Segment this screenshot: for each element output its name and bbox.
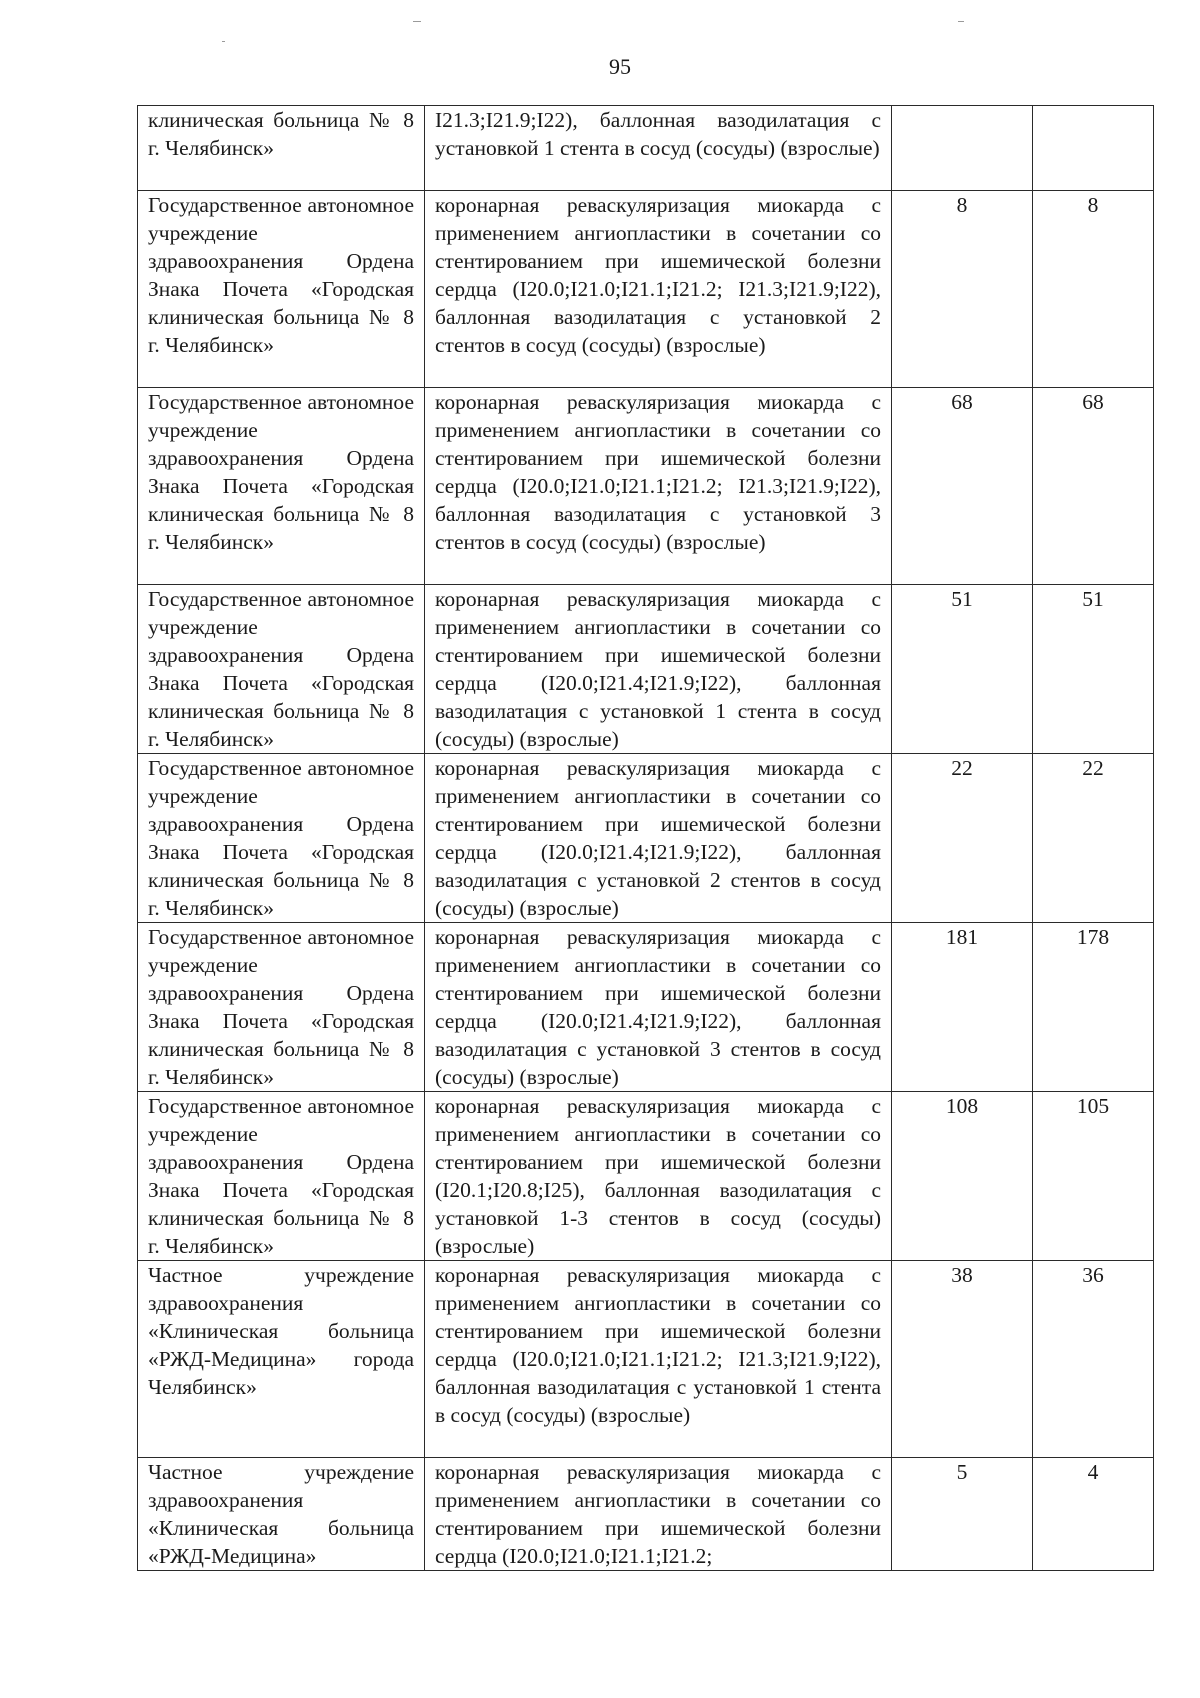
organization-cell: Государственное автономное учреждение здравоохранения Ордена Знака Почета «Городская клиническая больница № 8 г. Челябинск»	[138, 191, 425, 388]
table-row	[138, 585, 1154, 754]
page-number: 95	[609, 54, 631, 79]
volume-cell: 5	[892, 1458, 1033, 1571]
procedure-cell: коронарная реваскуляризация миокарда с применением ангиопластики в сочетании со стентированием при ишемической болезни (I20.1;I20.8;I25), баллонная вазодилатация с установкой 1-3 стентов в сосуд (сосуды) (взрослые)	[425, 1092, 892, 1261]
table-row	[138, 388, 1154, 585]
procedure-cell: коронарная реваскуляризация миокарда с применением ангиопластики в сочетании со стентированием при ишемической болезни сердца (I20.0;I21.4;I21.9;I22), баллонная вазодилатация с установкой 3 стентов в сосуд (сосуды) (взрослые)	[425, 923, 892, 1092]
scan-mark	[413, 21, 421, 22]
scan-mark	[222, 41, 225, 42]
table-row	[138, 1458, 1154, 1571]
procedure-cell: коронарная реваскуляризация миокарда с применением ангиопластики в сочетании со стентированием при ишемической болезни сердца (I20.0;I21.0;I21.1;I21.2; I21.3;I21.9;I22), баллонная вазодилатация с установкой 2 стентов в сосуд (сосуды) (взрослые)	[425, 191, 892, 388]
organization-cell: клиническая больница № 8 г. Челябинск»	[138, 106, 425, 191]
procedure-cell: коронарная реваскуляризация миокарда с применением ангиопластики в сочетании со стентированием при ишемической болезни сердца (I20.0;I21.0;I21.1;I21.2; I21.3;I21.9;I22), баллонная вазодилатация с установкой 1 стента в сосуд (сосуды) (взрослые)	[425, 1261, 892, 1458]
table-row	[138, 1092, 1154, 1261]
table-row	[138, 923, 1154, 1092]
volume-cell: 22	[1033, 754, 1154, 923]
organization-cell: Частное учреждение здравоохранения «Клиническая больница «РЖД-Медицина»	[138, 1458, 425, 1571]
organization-cell: Государственное автономное учреждение здравоохранения Ордена Знака Почета «Городская клиническая больница № 8 г. Челябинск»	[138, 1092, 425, 1261]
table-row	[138, 106, 1154, 191]
volume-cell: 38	[892, 1261, 1033, 1458]
volume-cell: 51	[1033, 585, 1154, 754]
volume-cell	[1033, 106, 1154, 191]
organization-cell: Государственное автономное учреждение здравоохранения Ордена Знака Почета «Городская клиническая больница № 8 г. Челябинск»	[138, 754, 425, 923]
volume-cell: 4	[1033, 1458, 1154, 1571]
procedure-cell: коронарная реваскуляризация миокарда с применением ангиопластики в сочетании со стентированием при ишемической болезни сердца (I20.0;I21.4;I21.9;I22), баллонная вазодилатация с установкой 2 стентов в сосуд (сосуды) (взрослые)	[425, 754, 892, 923]
volume-cell: 68	[1033, 388, 1154, 585]
procedure-cell: коронарная реваскуляризация миокарда с применением ангиопластики в сочетании со стентированием при ишемической болезни сердца (I20.0;I21.0;I21.1;I21.2;	[425, 1458, 892, 1571]
volume-cell: 68	[892, 388, 1033, 585]
table-row	[138, 191, 1154, 388]
procedure-cell: I21.3;I21.9;I22), баллонная вазодилатация с установкой 1 стента в сосуд (сосуды) (взрослые)	[425, 106, 892, 191]
scan-mark	[958, 21, 964, 22]
organization-cell: Частное учреждение здравоохранения «Клиническая больница «РЖД-Медицина» города Челябинск»	[138, 1261, 425, 1458]
volume-cell: 36	[1033, 1261, 1154, 1458]
organization-cell: Государственное автономное учреждение здравоохранения Ордена Знака Почета «Городская клиническая больница № 8 г. Челябинск»	[138, 388, 425, 585]
volume-cell: 8	[892, 191, 1033, 388]
table-row	[138, 1261, 1154, 1458]
organization-cell: Государственное автономное учреждение здравоохранения Ордена Знака Почета «Городская клиническая больница № 8 г. Челябинск»	[138, 923, 425, 1092]
volume-cell: 22	[892, 754, 1033, 923]
volume-cell: 8	[1033, 191, 1154, 388]
procedure-cell: коронарная реваскуляризация миокарда с применением ангиопластики в сочетании со стентированием при ишемической болезни сердца (I20.0;I21.4;I21.9;I22), баллонная вазодилатация с установкой 1 стента в сосуд (сосуды) (взрослые)	[425, 585, 892, 754]
organization-cell: Государственное автономное учреждение здравоохранения Ордена Знака Почета «Городская клиническая больница № 8 г. Челябинск»	[138, 585, 425, 754]
volume-cell	[892, 106, 1033, 191]
services-table	[137, 105, 1154, 1571]
procedure-cell: коронарная реваскуляризация миокарда с применением ангиопластики в сочетании со стентированием при ишемической болезни сердца (I20.0;I21.0;I21.1;I21.2; I21.3;I21.9;I22), баллонная вазодилатация с установкой 3 стентов в сосуд (сосуды) (взрослые)	[425, 388, 892, 585]
volume-cell: 108	[892, 1092, 1033, 1261]
volume-cell: 51	[892, 585, 1033, 754]
volume-cell: 178	[1033, 923, 1154, 1092]
table-row	[138, 754, 1154, 923]
volume-cell: 105	[1033, 1092, 1154, 1261]
volume-cell: 181	[892, 923, 1033, 1092]
